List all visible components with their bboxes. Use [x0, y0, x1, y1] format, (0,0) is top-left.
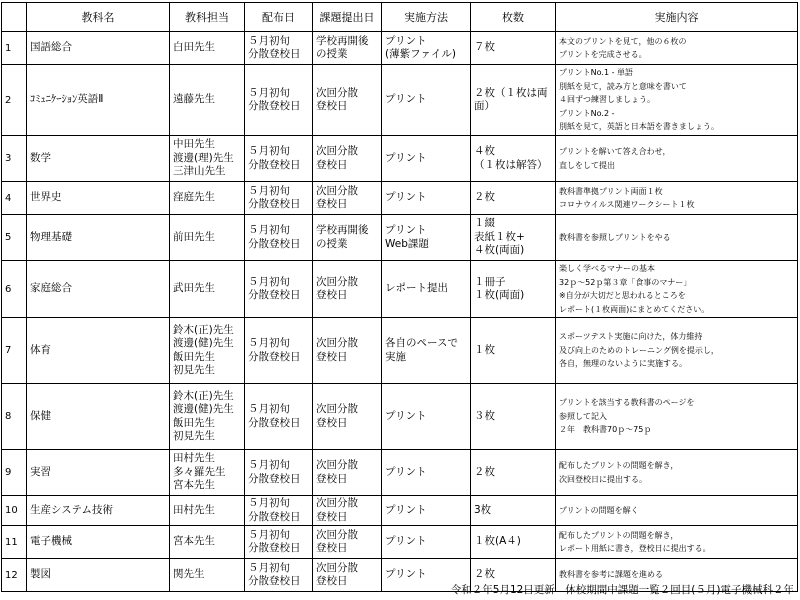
cell-distributed: [245, 318, 313, 384]
cell-teacher-line: 渡邊(健)先生: [173, 337, 234, 349]
cell-subject-line: 製図: [30, 568, 51, 581]
cell-subject-line: 世界史: [30, 191, 62, 204]
cell-due-line: 登校日: [316, 472, 348, 485]
cell-teacher: [170, 318, 245, 384]
cell-teacher-line: 鈴木(正)先生: [173, 323, 234, 336]
cell-content-line: プリントNo.1 - 単語: [559, 68, 634, 78]
cell-subject: [27, 215, 170, 261]
cell-content-line: 各自，無理のないように実施する。: [559, 359, 687, 369]
cell-due-line: 学校再開後: [316, 224, 369, 236]
cell-teacher-line: 前田先生: [173, 230, 215, 243]
cell-distributed-line: 分散登校日: [248, 575, 301, 587]
table-row: [2, 384, 798, 450]
header-distributed: 配布日: [245, 3, 313, 32]
cell-content: [556, 526, 798, 559]
cell-due-line: 学校再開後: [316, 34, 369, 47]
cell-subject-line: 数学: [30, 151, 51, 164]
cell-teacher-line: 鈴木(正)先生: [173, 389, 234, 402]
cell-subject-line: 実習: [30, 465, 51, 478]
cell-teacher-line: 窪庭先生: [173, 191, 215, 204]
cell-distributed: [245, 526, 313, 559]
cell-distributed: [245, 261, 313, 318]
cell-due-line: 登校日: [316, 100, 348, 112]
cell-subject: [27, 32, 170, 65]
cell-method: [382, 65, 471, 136]
cell-number: 4: [2, 182, 27, 215]
cell-content-line: 次回登校日に提出する。: [559, 474, 647, 484]
cell-due-line: 次回分散: [316, 275, 358, 288]
cell-content-line: レポート用紙に書き，登校日に提出する。: [559, 544, 711, 553]
cell-teacher: [170, 182, 245, 215]
cell-content-line: 本文のプリントを見て，他の６枚の: [559, 36, 687, 46]
cell-content-line: 及び向上のためのトレーニング例を提示し，: [559, 345, 719, 355]
cell-distributed-line: 分散登校日: [248, 416, 301, 429]
cell-distributed: [245, 136, 313, 182]
cell-content: [556, 215, 798, 261]
cell-teacher: [170, 215, 245, 261]
cell-teacher-line: 武田先生: [173, 282, 215, 295]
cell-subject: [27, 384, 170, 450]
cell-teacher-line: 関先生: [173, 568, 205, 581]
header-method: 実施方法: [382, 3, 471, 32]
cell-subject: [27, 559, 170, 592]
cell-distributed: [245, 496, 313, 526]
cell-content: [556, 318, 798, 384]
cell-teacher-line: 宮本先生: [173, 535, 215, 548]
cell-teacher-line: 渡邊(理)先生: [173, 151, 234, 164]
cell-subject: [27, 496, 170, 526]
cell-method-line: プリント: [385, 465, 427, 478]
table-row: [2, 526, 798, 559]
cell-due-line: 次回分散: [316, 497, 358, 509]
cell-due: [313, 526, 382, 559]
cell-method-line: プリント: [385, 191, 427, 204]
cell-teacher-line: 白田先生: [173, 41, 215, 54]
cell-sheets: [471, 215, 556, 261]
cell-distributed-line: 分散登校日: [248, 350, 301, 363]
cell-content: [556, 182, 798, 215]
header-due: 課題提出日: [313, 3, 382, 32]
cell-sheets: [471, 65, 556, 136]
cell-teacher: [170, 136, 245, 182]
cell-content-line: 教科書を参考に課題を進める: [559, 570, 663, 580]
cell-distributed-line: 分散登校日: [248, 289, 301, 301]
cell-due: [313, 182, 382, 215]
cell-content-line: 配布したプリントの問題を解き，: [559, 461, 679, 470]
cell-distributed-line: 分散登校日: [248, 198, 301, 210]
cell-due-line: 次回分散: [316, 459, 358, 471]
cell-subject: [27, 318, 170, 384]
cell-due: [313, 559, 382, 592]
cell-content-line: ４回ずつ練習しましょう。: [559, 95, 655, 105]
cell-sheets: [471, 261, 556, 318]
cell-distributed: [245, 182, 313, 215]
cell-content-line: スポーツテスト実施に向けた，体力維持: [559, 332, 703, 342]
cell-due-line: 登校日: [316, 575, 348, 587]
cell-content-line: 32ｐ～52ｐ第３章「食事のマナー」: [559, 277, 692, 287]
cell-distributed-line: ５月初旬: [248, 403, 290, 415]
table-body: [2, 32, 798, 592]
cell-due: [313, 496, 382, 526]
cell-number: 12: [2, 559, 27, 592]
cell-teacher-line: 初見先生: [173, 430, 215, 442]
cell-method-line: レポート提出: [385, 282, 448, 295]
cell-method-line: (薄紫ファイル): [385, 48, 456, 60]
cell-sheets-line: ２枚: [474, 568, 495, 581]
header-subject: 教科名: [27, 3, 170, 32]
cell-subject-line: 保健: [30, 409, 51, 422]
cell-number: 9: [2, 450, 27, 496]
cell-due-line: 登校日: [316, 510, 348, 523]
cell-distributed-line: ５月初旬: [248, 224, 290, 236]
cell-distributed-line: 分散登校日: [248, 48, 301, 60]
cell-number: 7: [2, 318, 27, 384]
cell-sheets-line: ４枚: [474, 145, 495, 157]
cell-number: 3: [2, 136, 27, 182]
cell-due-line: 登校日: [316, 350, 348, 363]
table-row: [2, 182, 798, 215]
cell-sheets-line: 表紙１枚+: [474, 230, 525, 243]
cell-distributed: [245, 384, 313, 450]
cell-due-line: 登校日: [316, 158, 348, 171]
cell-subject-line: 物理基礎: [30, 230, 72, 243]
cell-subject-line: 国語総合: [30, 41, 72, 54]
cell-method-line: プリント: [385, 151, 427, 164]
cell-distributed-line: 分散登校日: [248, 542, 301, 554]
cell-sheets-line: １枚(A４): [474, 535, 521, 548]
cell-content: [556, 136, 798, 182]
cell-content-line: 参照して記入: [559, 411, 607, 421]
cell-due: [313, 215, 382, 261]
cell-sheets: [471, 450, 556, 496]
cell-sheets: [471, 384, 556, 450]
cell-method-line: 実施: [385, 350, 406, 363]
cell-method-line: プリント: [385, 409, 427, 422]
cell-teacher: [170, 450, 245, 496]
cell-subject-line: 電子機械: [30, 535, 72, 548]
cell-content-line: ※自分が大切だと思われるところを: [559, 291, 686, 300]
cell-content-line: コロナウイルス関連ワークシート１枚: [559, 200, 695, 209]
cell-distributed-line: ５月初旬: [248, 337, 290, 349]
cell-due-line: 次回分散: [316, 403, 358, 415]
cell-distributed-line: ５月初旬: [248, 34, 290, 47]
cell-sheets: [471, 526, 556, 559]
cell-content-line: レポート(１枚両面)にまとめてください。: [559, 304, 710, 314]
table-row: [2, 215, 798, 261]
cell-due: [313, 136, 382, 182]
cell-subject: [27, 65, 170, 136]
cell-sheets-line: １枚(両面): [474, 289, 525, 301]
cell-subject-line: 体育: [30, 343, 51, 356]
cell-distributed-line: ５月初旬: [248, 145, 290, 157]
cell-content-line: プリントを完成させる。: [559, 50, 647, 59]
cell-due-line: の授業: [316, 237, 348, 250]
footer-note: 令和２年5月12日更新 休校期間中課題一覧２回目(５月)電子機械科２年: [450, 584, 794, 596]
cell-method-line: プリント: [385, 503, 427, 516]
cell-sheets-line: ２枚: [474, 191, 495, 204]
cell-number: 8: [2, 384, 27, 450]
cell-teacher-line: 初見先生: [173, 364, 215, 376]
cell-sheets: [471, 32, 556, 65]
cell-content-line: 別紙を見て，英語と日本語を書きましょう。: [559, 122, 719, 132]
cell-number: 11: [2, 526, 27, 559]
cell-sheets-line: ３枚: [474, 409, 495, 422]
cell-content: [556, 450, 798, 496]
cell-due-line: 次回分散: [316, 145, 358, 157]
table-row: [2, 32, 798, 65]
cell-teacher-line: 中田先生: [173, 138, 215, 151]
cell-subject: [27, 182, 170, 215]
cell-subject: [27, 526, 170, 559]
cell-due-line: 次回分散: [316, 561, 358, 574]
cell-method: [382, 136, 471, 182]
cell-sheets-line: ４枚(両面): [474, 244, 525, 257]
cell-method: [382, 318, 471, 384]
table-row: [2, 318, 798, 384]
cell-teacher-line: 渡邊(健)先生: [173, 403, 234, 415]
cell-teacher: [170, 526, 245, 559]
cell-distributed-line: ５月初旬: [248, 86, 290, 99]
cell-sheets-line: ２枚: [474, 465, 495, 478]
cell-subject: [27, 450, 170, 496]
cell-content-line: 楽しく学べるマナーの基本: [559, 264, 655, 273]
cell-due: [313, 384, 382, 450]
cell-content-line: プリントNo.2 -: [559, 108, 615, 118]
cell-teacher: [170, 384, 245, 450]
table-row: [2, 261, 798, 318]
cell-teacher: [170, 496, 245, 526]
cell-teacher: [170, 559, 245, 592]
cell-due-line: 登校日: [316, 416, 348, 429]
cell-due-line: 登校日: [316, 198, 348, 210]
cell-sheets-line: １綴: [474, 217, 495, 230]
cell-subject: [27, 136, 170, 182]
cell-method-line: プリント: [385, 224, 427, 236]
cell-method: [382, 496, 471, 526]
cell-method-line: プリント: [385, 535, 427, 548]
cell-content: [556, 261, 798, 318]
cell-content-line: 別紙を見て，読み方と意味を書いて: [559, 81, 687, 91]
cell-due-line: 次回分散: [316, 337, 358, 349]
cell-due: [313, 65, 382, 136]
cell-number: 10: [2, 496, 27, 526]
cell-distributed: [245, 559, 313, 592]
cell-method: [382, 261, 471, 318]
cell-teacher-line: 多々羅先生: [173, 465, 226, 478]
cell-distributed-line: 分散登校日: [248, 100, 301, 112]
cell-sheets-line: １冊子: [474, 275, 506, 288]
cell-distributed-line: ５月初旬: [248, 184, 290, 197]
table-row: [2, 450, 798, 496]
cell-number: 6: [2, 261, 27, 318]
cell-method-line: プリント: [385, 34, 427, 47]
cell-subject: [27, 261, 170, 318]
cell-sheets-line: 面）: [474, 100, 495, 112]
header-content: 実施内容: [556, 3, 798, 32]
cell-content-line: プリントの問題を解く: [559, 505, 639, 515]
cell-content: [556, 65, 798, 136]
cell-subject-line: ｺﾐｭﾆｹｰｼｮﾝ英語Ⅱ: [30, 93, 104, 106]
table-row: [2, 65, 798, 136]
cell-sheets: [471, 318, 556, 384]
header-sheets: 枚数: [471, 3, 556, 32]
cell-method: [382, 450, 471, 496]
cell-method-line: プリント: [385, 93, 427, 106]
cell-teacher-line: 飯田先生: [173, 416, 215, 429]
cell-number: 5: [2, 215, 27, 261]
cell-distributed-line: 分散登校日: [248, 472, 301, 485]
assignment-table: [1, 2, 798, 592]
cell-distributed-line: ５月初旬: [248, 459, 290, 471]
cell-due: [313, 450, 382, 496]
cell-subject-line: 生産システム技術: [30, 503, 113, 516]
cell-method-line: 各自のペースで: [385, 337, 458, 349]
cell-sheets: [471, 182, 556, 215]
cell-method: [382, 526, 471, 559]
cell-method: [382, 32, 471, 65]
cell-content: [556, 32, 798, 65]
cell-sheets-line: 3枚: [474, 503, 492, 516]
cell-method-line: プリント: [385, 568, 427, 581]
cell-method: [382, 384, 471, 450]
header-no: [2, 3, 27, 32]
cell-teacher-line: 田村先生: [173, 452, 215, 465]
cell-due-line: 登校日: [316, 542, 348, 554]
cell-number: 1: [2, 32, 27, 65]
cell-content-line: 配布したプリントの問題を解き，: [559, 530, 679, 540]
cell-due-line: の授業: [316, 48, 348, 60]
cell-distributed-line: ５月初旬: [248, 275, 290, 288]
cell-method-line: Web課題: [385, 237, 429, 250]
cell-teacher: [170, 32, 245, 65]
cell-distributed-line: ５月初旬: [248, 528, 290, 541]
cell-teacher: [170, 65, 245, 136]
cell-distributed: [245, 450, 313, 496]
cell-distributed-line: 分散登校日: [248, 510, 301, 523]
cell-number: 2: [2, 65, 27, 136]
cell-distributed-line: 分散登校日: [248, 237, 301, 250]
cell-sheets: [471, 136, 556, 182]
cell-content-line: 直しをして提出: [559, 160, 615, 170]
cell-content-line: 教科書を参照しプリントをやる: [559, 232, 671, 242]
cell-distributed-line: 分散登校日: [248, 158, 301, 171]
cell-method: [382, 182, 471, 215]
cell-due-line: 次回分散: [316, 184, 358, 197]
cell-sheets: [471, 496, 556, 526]
cell-teacher: [170, 261, 245, 318]
cell-sheets-line: ２枚（１枚は両: [474, 86, 548, 99]
table-row: [2, 496, 798, 526]
cell-content-line: ２年 教科書70ｐ～75ｐ: [559, 425, 652, 435]
cell-distributed-line: ５月初旬: [248, 497, 290, 509]
cell-subject-line: 家庭総合: [30, 282, 72, 295]
cell-teacher-line: 田村先生: [173, 503, 215, 516]
cell-teacher-line: 飯田先生: [173, 350, 215, 363]
cell-method: [382, 215, 471, 261]
cell-due: [313, 318, 382, 384]
cell-sheets-line: （１枚は解答）: [474, 158, 548, 171]
cell-due-line: 次回分散: [316, 86, 358, 99]
cell-teacher-line: 三津山先生: [173, 165, 226, 178]
cell-distributed: [245, 32, 313, 65]
cell-content: [556, 496, 798, 526]
cell-distributed: [245, 65, 313, 136]
table-row: [2, 136, 798, 182]
header-row: [2, 3, 798, 32]
cell-teacher-line: 遠藤先生: [173, 93, 215, 106]
cell-content-line: プリントを解いて答え合わせ，: [559, 147, 671, 156]
cell-distributed: [245, 215, 313, 261]
cell-due: [313, 261, 382, 318]
cell-teacher-line: 宮本先生: [173, 479, 215, 492]
cell-content-line: 教科書準拠プリント両面１枚: [559, 186, 663, 196]
cell-content-line: プリントを該当する教科書のページを: [559, 398, 695, 408]
header-teacher: 教科担当: [170, 3, 245, 32]
cell-due-line: 次回分散: [316, 528, 358, 541]
cell-due-line: 登校日: [316, 289, 348, 301]
cell-content: [556, 384, 798, 450]
cell-sheets-line: １枚: [474, 343, 495, 356]
cell-distributed-line: ５月初旬: [248, 561, 290, 574]
cell-sheets-line: ７枚: [474, 41, 495, 54]
cell-due: [313, 32, 382, 65]
